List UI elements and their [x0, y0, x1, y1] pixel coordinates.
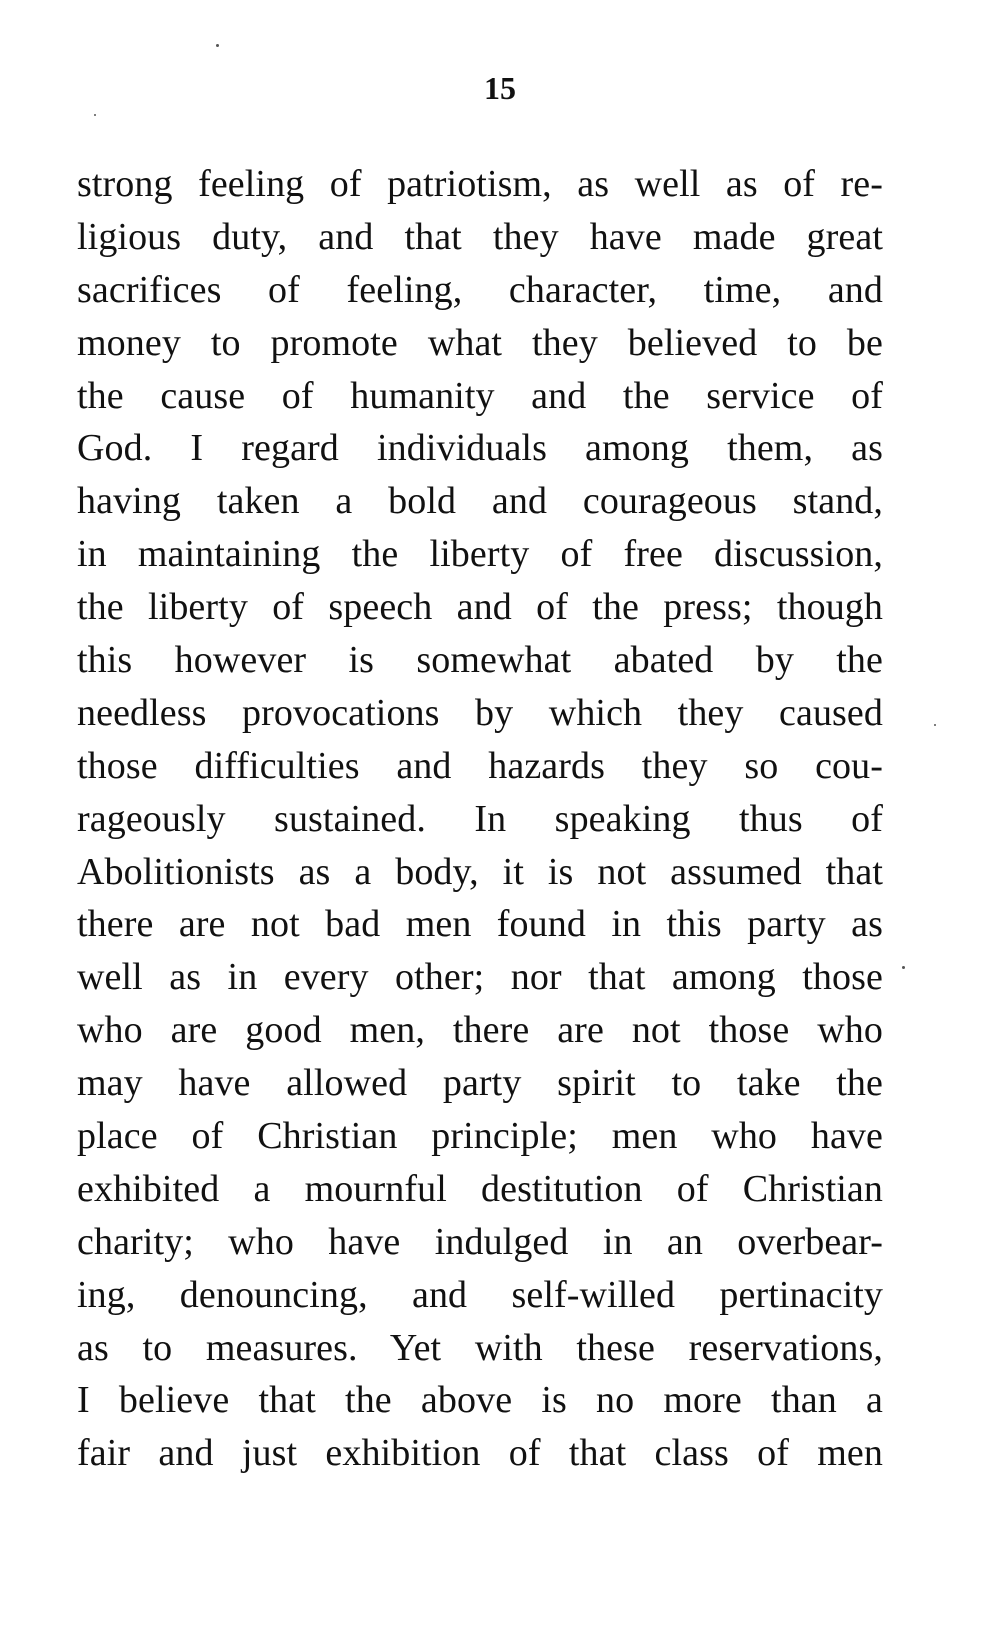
page-number: 15: [484, 70, 516, 106]
body-text: [77, 158, 883, 1480]
text-line: having taken a bold and courageous stand,: [77, 480, 883, 523]
text-line: charity; who have indulged in an overbear-: [77, 1220, 883, 1263]
text-line: ing, denouncing, and self-willed pertinacity: [77, 1273, 883, 1316]
text-line: as to measures. Yet with these reservations,: [77, 1326, 883, 1369]
text-line: place of Christian principle; men who have: [77, 1115, 883, 1158]
text-line: those difficulties and hazards they so cou-: [77, 744, 883, 787]
scan-speck: [934, 724, 936, 726]
text-line: may have allowed party spirit to take the: [77, 1062, 883, 1105]
scan-speck: [216, 44, 219, 47]
scan-speck: [94, 114, 96, 116]
text-line: ligious duty, and that they have made great: [77, 215, 883, 258]
text-line: the cause of humanity and the service of: [77, 374, 883, 417]
text-line: sacrifices of feeling, character, time, and: [77, 268, 883, 311]
text-line: fair and just exhibition of that class of men: [77, 1432, 883, 1475]
text-line: there are not bad men found in this party as: [77, 903, 883, 946]
text-line: well as in every other; nor that among those: [77, 956, 883, 999]
text-line: Abolitionists as a body, it is not assumed that: [77, 850, 883, 893]
text-line: God. I regard individuals among them, as: [77, 427, 883, 470]
text-line: who are good men, there are not those who: [77, 1009, 883, 1052]
text-line: money to promote what they believed to be: [77, 321, 883, 364]
scan-speck: [902, 966, 905, 969]
text-line: rageously sustained. In speaking thus of: [77, 797, 883, 840]
text-line: needless provocations by which they caused: [77, 691, 883, 734]
text-line: strong feeling of patriotism, as well as of re-: [77, 163, 883, 205]
text-line: this however is somewhat abated by the: [77, 639, 883, 682]
text-line: exhibited a mournful destitution of Christian: [77, 1167, 883, 1210]
text-line: in maintaining the liberty of free discussion,: [77, 533, 883, 576]
text-line: the liberty of speech and of the press; though: [77, 586, 883, 629]
text-line: I believe that the above is no more than a: [77, 1379, 883, 1422]
